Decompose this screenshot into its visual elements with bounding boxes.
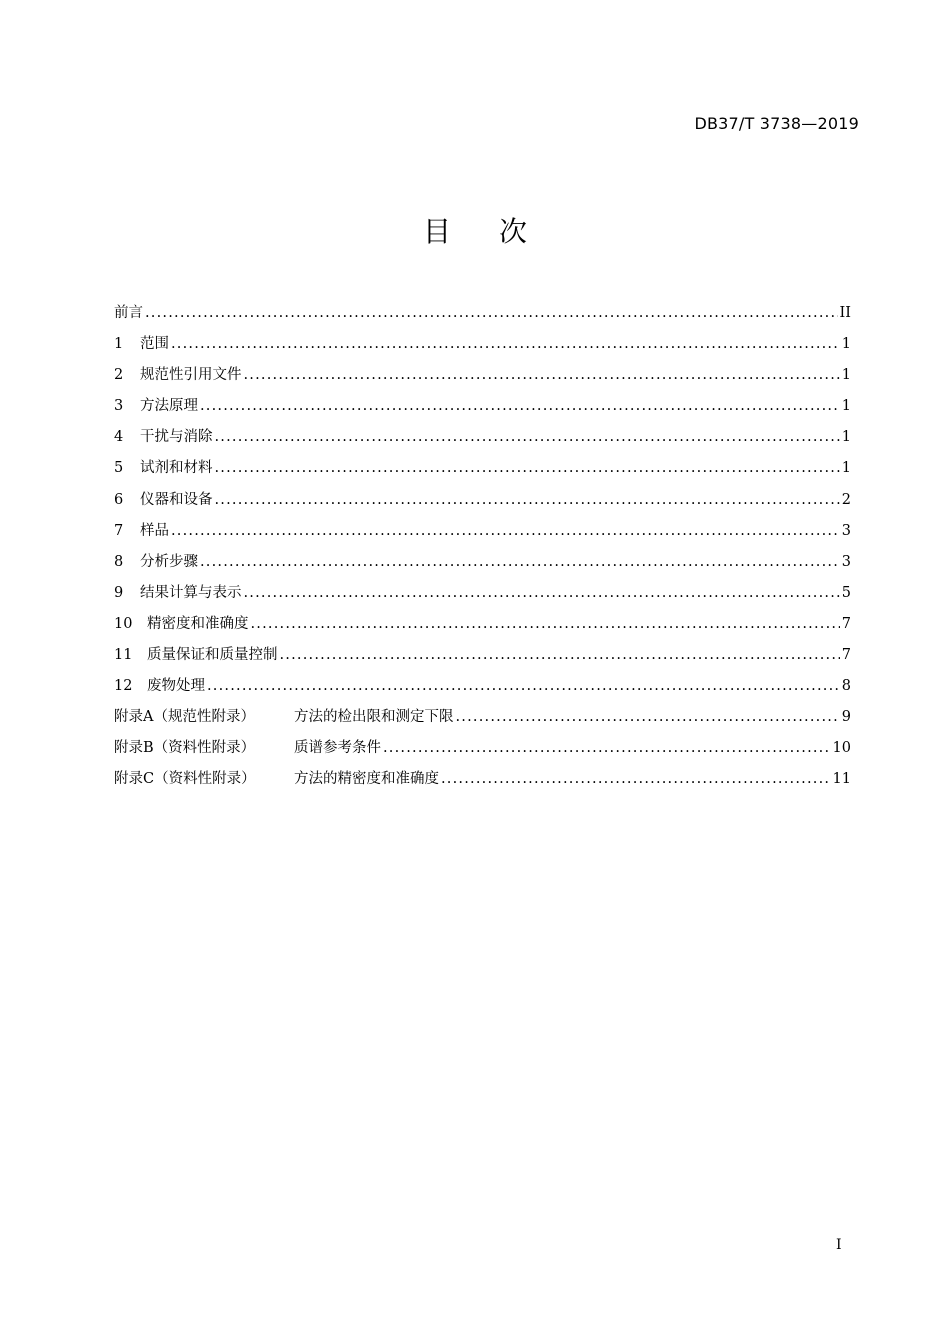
- toc-entry-5[interactable]: [114, 453, 851, 484]
- toc-annex-id: 附录B（资料性附录）: [114, 740, 256, 757]
- toc-entry-10[interactable]: [114, 609, 851, 640]
- toc-entry-7[interactable]: [114, 516, 851, 547]
- toc-leader-dots: [171, 329, 840, 360]
- toc-leader-dots: [200, 547, 840, 578]
- toc-entry-label: 方法原理: [140, 398, 198, 415]
- toc-leader-dots: [251, 609, 840, 640]
- toc-entry-label: 质量保证和质量控制: [147, 647, 278, 664]
- toc-leader-dots: [215, 422, 840, 453]
- toc-entry-label: 仪器和设备: [140, 491, 213, 508]
- toc-entry-annex-a[interactable]: [114, 702, 851, 733]
- page-number: I: [836, 1237, 842, 1253]
- toc-entry-page: 1: [841, 398, 851, 415]
- toc-leader-dots: [215, 453, 840, 484]
- toc-entry-8[interactable]: [114, 547, 851, 578]
- toc-entry-number: 7: [114, 522, 124, 539]
- toc-entry-label: 废物处理: [147, 678, 205, 695]
- toc-entry-label: 样品: [140, 522, 169, 539]
- toc-entry-number: 8: [114, 553, 124, 570]
- toc-entry-label: 分析步骤: [140, 553, 198, 570]
- toc-leader-dots: [215, 485, 840, 516]
- toc-entry-11[interactable]: [114, 640, 851, 671]
- toc-entry-label: 规范性引用文件: [140, 367, 242, 384]
- toc-entry-number: 6: [114, 491, 124, 508]
- toc-entry-page: 1: [841, 336, 851, 353]
- toc-entry-12[interactable]: [114, 671, 851, 702]
- toc-entry-label: 结果计算与表示: [140, 584, 242, 601]
- toc-entry-label: 试剂和材料: [140, 460, 213, 477]
- toc-entry-annex-c[interactable]: [114, 764, 851, 795]
- toc-entry-number: 5: [114, 460, 124, 477]
- toc-entry-page: 2: [841, 491, 851, 508]
- toc-entry-number: 1: [114, 336, 124, 353]
- toc-leader-dots: [244, 578, 840, 609]
- toc-entry-number: 9: [114, 584, 124, 601]
- toc-entry-page: 8: [841, 678, 851, 695]
- toc-leader-dots: [171, 516, 840, 547]
- toc-annex-id: 附录A（规范性附录）: [114, 709, 255, 726]
- toc-leader-dots: [441, 764, 831, 795]
- toc-title-part-1: 目: [422, 215, 451, 248]
- toc-entry-number: 12: [114, 678, 133, 695]
- toc-entry-page: 7: [841, 647, 851, 664]
- toc-leader-dots: [383, 733, 831, 764]
- toc-leader-dots: [207, 671, 840, 702]
- toc-entry-label: 干扰与消除: [140, 429, 213, 446]
- toc-leader-dots: [456, 702, 840, 733]
- toc-entry-1[interactable]: [114, 329, 851, 360]
- toc-entry-number: 4: [114, 429, 124, 446]
- toc-entry-page: 11: [832, 771, 851, 788]
- toc-entry-page: 1: [841, 460, 851, 477]
- toc-entry-annex-b[interactable]: [114, 733, 851, 764]
- toc-entry-page: 3: [841, 553, 851, 570]
- toc-annex-id: 附录C（资料性附录）: [114, 771, 256, 788]
- toc-entry-page: 5: [841, 584, 851, 601]
- toc-entry-foreword[interactable]: [114, 298, 851, 329]
- toc-entry-number: 11: [114, 647, 133, 664]
- toc-entry-number: 10: [114, 615, 133, 632]
- toc-entry-label: 质谱参考条件: [294, 740, 381, 757]
- toc-entry-label: 范围: [140, 336, 169, 353]
- toc-entry-label: 前言: [114, 305, 143, 321]
- toc-leader-dots: [145, 298, 838, 329]
- toc-entry-page: 10: [832, 740, 851, 757]
- toc-entry-page: 1: [841, 367, 851, 384]
- toc-entry-page: II: [839, 305, 851, 321]
- toc-entry-4[interactable]: [114, 422, 851, 453]
- toc-leader-dots: [200, 391, 840, 422]
- document-code: DB37/T 3738—2019: [694, 114, 859, 133]
- toc-title-part-2: 次: [499, 215, 528, 248]
- toc-entry-label: 方法的精密度和准确度: [294, 771, 439, 788]
- toc-entry-page: 9: [841, 709, 851, 726]
- toc-entry-number: 3: [114, 398, 124, 415]
- toc-entry-page: 7: [841, 615, 851, 632]
- toc-entry-9[interactable]: [114, 578, 851, 609]
- toc-leader-dots: [244, 360, 840, 391]
- toc-entry-6[interactable]: [114, 485, 851, 516]
- toc-entry-label: 方法的检出限和测定下限: [294, 709, 454, 726]
- toc-entry-page: 3: [841, 522, 851, 539]
- toc-title: [0, 212, 950, 252]
- toc-entry-3[interactable]: [114, 391, 851, 422]
- toc-entry-number: 2: [114, 367, 124, 384]
- toc-entry-2[interactable]: [114, 360, 851, 391]
- toc-leader-dots: [280, 640, 840, 671]
- table-of-contents: [114, 298, 851, 796]
- toc-entry-page: 1: [841, 429, 851, 446]
- toc-entry-label: 精密度和准确度: [147, 615, 249, 632]
